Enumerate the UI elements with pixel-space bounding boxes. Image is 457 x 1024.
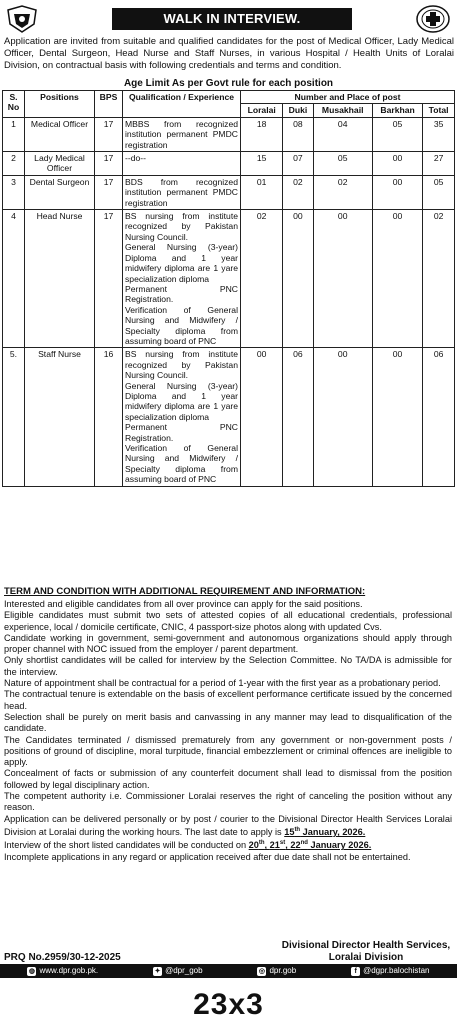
term-item: Incomplete applications in any regard or application received after due date shall not be entertained. [4,851,411,862]
qualification-line: --do-- [125,153,147,164]
instagram-icon: ◎ [258,967,266,975]
instagram-text: dpr.gob [269,966,297,975]
header-number-place: Number and Place of post [241,91,455,104]
terms-list [4,599,452,863]
footer-facebook[interactable] [351,964,429,978]
table-row [3,175,455,209]
count-musakhail: 00 [313,348,372,486]
footer-twitter[interactable] [153,964,202,978]
interview-rest: January 2026. [307,840,372,851]
count-barkhan: 00 [372,348,422,486]
count-barkhan: 00 [372,152,422,176]
count-musakhail: 05 [313,152,372,176]
header-bps: BPS [95,91,123,118]
footer-website[interactable] [27,964,98,978]
term-item: Interested and eligible candidates from all over province can apply for the said positions. [4,599,363,609]
qualification-line: General Nursing (3-year) Diploma and 1 year midwifery diploma are 1 yare specialization diploma [125,242,238,284]
interview-text: Interview of the short listed candidates will be conducted on [4,840,249,851]
qualification-line: Permanent PNC Registration. [125,283,238,305]
row-qualification [123,210,241,348]
interview-day-1: 20 [248,840,259,851]
header-place-total: Total [423,104,455,117]
terms-heading: TERM AND CONDITION WITH ADDITIONAL REQUIREMENT AND INFORMATION: [4,586,366,597]
table-row [3,117,455,151]
qualification-line: Permanent PNC Registration. [125,422,238,443]
header-sno: S. No [3,91,25,118]
header-place-musakhail: Musakhail [313,104,372,117]
qualification-line: Verification of General Nursing and Midwifery / Specialty diploma from assuming board of PNC [125,443,238,485]
qualification-line: General Nursing (3-year) Diploma and 1 year midwifery diploma are 1 yare specialization diploma [125,380,238,422]
count-musakhail: 00 [313,210,372,348]
qualification-line: BS nursing from institute recognized by Pakistan Nursing Council. [125,211,238,242]
row-sno: 5. [3,348,25,486]
age-limit-heading: Age Limit As per Govt rule for each position [123,78,334,89]
row-position: Lady Medical Officer [25,152,95,176]
director-title: Divisional Director Health Services, [281,940,451,951]
header-qualification: Qualification / Experience [123,91,241,118]
table-row [3,152,455,176]
row-bps: 17 [95,210,123,348]
row-bps: 17 [95,152,123,176]
qualification-line: BDS from recognized institution permanent PMDC registration [125,176,238,208]
row-sno: 4 [3,210,25,348]
count-loralai: 18 [241,117,283,151]
ad-header [0,4,457,34]
term-item: Selection shall be purely on merit basis and canvassing in any manner may lead to disqualification of the candidate. [4,711,452,734]
row-sno: 2 [3,152,25,176]
last-date-day: 15 [284,827,295,837]
government-seal-icon [4,4,40,34]
director-signature-block [279,940,453,964]
qualification-line: MBBS from recognized institution permanent PMDC registration [125,118,238,150]
header-positions: Positions [25,91,95,118]
row-position: Head Nurse [25,210,95,348]
interview-day-3: 22 [290,840,301,851]
facebook-icon: f [351,967,360,976]
row-sno: 3 [3,175,25,209]
count-loralai: 02 [241,210,283,348]
count-duki: 08 [283,117,313,151]
count-musakhail: 02 [313,175,372,209]
count-total: 27 [423,152,455,176]
term-item: Only shortlist candidates will be called for interview by the Selection Committee. No TA/DA is admissible for the interview. [4,655,452,677]
interview-day-2-suffix: st [279,840,286,847]
term-item: Concealment of facts or submission of any counterfeit document shall lead to dismissal from the position followed by legal disciplinary action. [4,768,452,790]
row-bps: 17 [95,175,123,209]
globe-icon: ◍ [28,967,35,975]
last-date-suffix: th [294,826,301,833]
qualification-line: BS nursing from institute recognized by Pakistan Nursing Council. [125,349,238,381]
prq-number: PRQ No.2959/30-12-2025 [4,952,121,963]
term-item: Eligible candidates must submit two sets of attested copies of all educational credentials, professional experience, local / domicile certificate, CNIC, 4 passport-size photos along with updated Cvs. [4,610,452,632]
term-item: Nature of appointment shall be contractual for a period of 1-year with the first year as a probationary period. [4,678,441,689]
website-text: www.dpr.gob.pk. [39,966,99,975]
row-position: Dental Surgeon [25,175,95,209]
interview-day-1-suffix: th [258,840,265,847]
page-title: WALK IN INTERVIEW. [112,8,352,30]
delivery-text: Application can be delivered personally or by post / courier to the Divisional Director Health Services Loralai Division at Loralai during the working hours. The last date to apply is [4,813,452,837]
count-total: 06 [423,348,455,486]
table-row [3,210,455,348]
count-barkhan: 05 [372,117,422,151]
intro-paragraph: Application are invited from suitable and qualified candidates for the post of Medical Officer, Lady Medical Officer, Dental Surgeon, Head Nurse and Staff Nurses, in various Hospital / Health Units of Loralai Division, on contractual basis with following credentials and terms and condition. [4,36,454,71]
director-division: Loralai Division [328,952,404,963]
positions-table [2,90,455,487]
twitter-icon: ✦ [154,967,161,975]
count-barkhan: 00 [372,175,422,209]
footer-social-bar [0,964,457,978]
count-duki: 00 [283,210,313,348]
term-item: Candidate working in government, semi-government and autonomous organizations should apply through proper channel with NOC issued from the employer / parent department. [4,632,452,655]
count-duki: 06 [283,348,313,486]
count-loralai: 15 [241,152,283,176]
count-loralai: 01 [241,175,283,209]
row-qualification [123,348,241,486]
table-row [3,348,455,486]
count-total: 35 [423,117,455,151]
count-total: 05 [423,175,455,209]
row-qualification [123,152,241,176]
term-item: The contractual tenure is extendable on the basis of excellent performance certificate issued by the concerned head. [4,689,452,711]
last-date-rest: January, 2026. [300,827,366,837]
row-bps: 16 [95,348,123,486]
row-qualification [123,175,241,209]
term-item-interview: Interview of the short listed candidates will be conducted on 20th, 21st, 22nd January 2026. [4,840,372,851]
facebook-text: @dgpr.balochistan [363,966,430,975]
interview-day-2: 21 [269,840,280,851]
row-position: Medical Officer [25,117,95,151]
interview-day-3-suffix: nd [300,840,308,847]
row-sno: 1 [3,117,25,151]
term-item: The competent authority i.e. Commissioner Loralai reserves the right of canceling the position without any reason. [4,791,452,813]
count-total: 02 [423,210,455,348]
count-musakhail: 04 [313,117,372,151]
count-duki: 02 [283,175,313,209]
qualification-line: Verification of General Nursing and Midwifery / Specialty diploma from assuming board of PNC [125,304,238,346]
twitter-text: @dpr_gob [165,966,203,975]
row-bps: 17 [95,117,123,151]
count-barkhan: 00 [372,210,422,348]
header-place-barkhan: Barkhan [372,104,422,117]
health-department-logo-icon [415,4,451,34]
header-place-duki: Duki [283,104,313,117]
count-loralai: 00 [241,348,283,486]
row-position: Staff Nurse [25,348,95,486]
header-place-loralai: Loralai [241,104,283,117]
footer-instagram[interactable] [257,964,296,978]
row-qualification [123,117,241,151]
term-item-delivery [4,814,452,839]
term-item: The Candidates terminated / dismissed prematurely from any government or non-government posts / positions of ground of discipline, moral turpitude, financial embezzlement or criminal offences are ineligible to apply. [4,734,452,768]
ad-size-code: 23x3 [193,988,264,1021]
count-duki: 07 [283,152,313,176]
